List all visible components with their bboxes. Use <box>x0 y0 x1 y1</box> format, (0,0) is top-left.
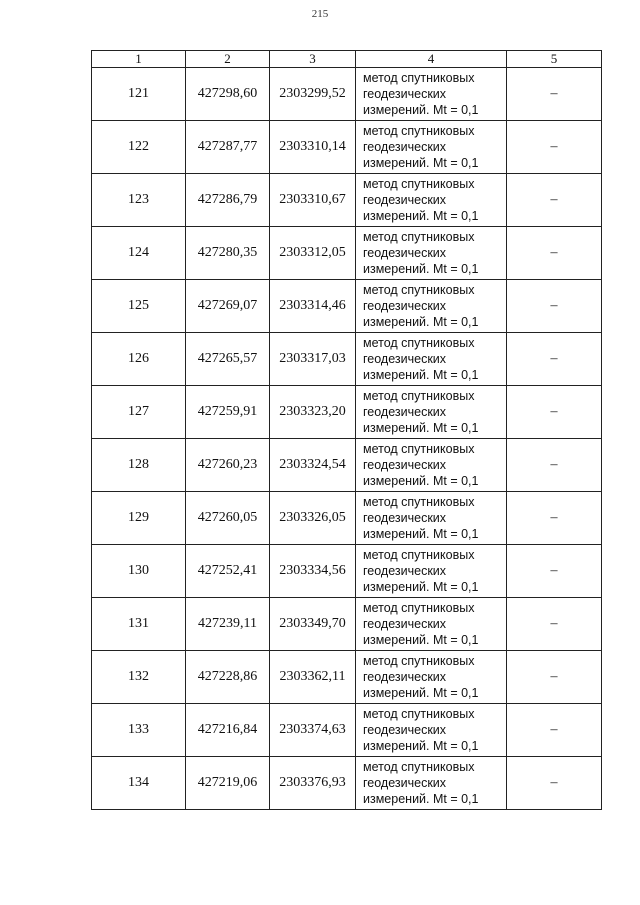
table-row <box>92 174 602 227</box>
method-cell: метод спутниковых геодезических измерений. Mt = 0,1 <box>356 68 507 121</box>
table-row <box>92 121 602 174</box>
note-cell: – <box>507 386 602 439</box>
header-col-1: 1 <box>92 51 186 68</box>
note-cell: – <box>507 704 602 757</box>
note-cell: – <box>507 121 602 174</box>
x-coordinate-cell: 427252,41 <box>186 545 270 598</box>
table-body <box>92 68 602 810</box>
x-coordinate-cell: 427286,79 <box>186 174 270 227</box>
note-cell: – <box>507 651 602 704</box>
method-cell: метод спутниковых геодезических измерений. Mt = 0,1 <box>356 439 507 492</box>
y-coordinate-cell: 2303312,05 <box>270 227 356 280</box>
note-cell: – <box>507 492 602 545</box>
x-coordinate-cell: 427260,05 <box>186 492 270 545</box>
y-coordinate-cell: 2303334,56 <box>270 545 356 598</box>
point-number-cell: 134 <box>92 757 186 810</box>
method-cell: метод спутниковых геодезических измерений. Mt = 0,1 <box>356 757 507 810</box>
y-coordinate-cell: 2303349,70 <box>270 598 356 651</box>
point-number-cell: 122 <box>92 121 186 174</box>
note-cell: – <box>507 333 602 386</box>
table-row <box>92 280 602 333</box>
note-cell: – <box>507 545 602 598</box>
method-cell: метод спутниковых геодезических измерений. Mt = 0,1 <box>356 598 507 651</box>
y-coordinate-cell: 2303314,46 <box>270 280 356 333</box>
coordinates-table <box>91 50 602 810</box>
x-coordinate-cell: 427216,84 <box>186 704 270 757</box>
method-cell: метод спутниковых геодезических измерений. Mt = 0,1 <box>356 492 507 545</box>
point-number-cell: 133 <box>92 704 186 757</box>
y-coordinate-cell: 2303324,54 <box>270 439 356 492</box>
method-cell: метод спутниковых геодезических измерений. Mt = 0,1 <box>356 386 507 439</box>
table-row <box>92 227 602 280</box>
header-col-3: 3 <box>270 51 356 68</box>
x-coordinate-cell: 427298,60 <box>186 68 270 121</box>
x-coordinate-cell: 427269,07 <box>186 280 270 333</box>
y-coordinate-cell: 2303310,14 <box>270 121 356 174</box>
table-row <box>92 545 602 598</box>
header-col-5: 5 <box>507 51 602 68</box>
table-header <box>92 51 602 68</box>
note-cell: – <box>507 280 602 333</box>
point-number-cell: 123 <box>92 174 186 227</box>
method-cell: метод спутниковых геодезических измерений. Mt = 0,1 <box>356 280 507 333</box>
table-row <box>92 757 602 810</box>
note-cell: – <box>507 757 602 810</box>
note-cell: – <box>507 227 602 280</box>
method-cell: метод спутниковых геодезических измерений. Mt = 0,1 <box>356 704 507 757</box>
y-coordinate-cell: 2303317,03 <box>270 333 356 386</box>
note-cell: – <box>507 68 602 121</box>
x-coordinate-cell: 427260,23 <box>186 439 270 492</box>
y-coordinate-cell: 2303323,20 <box>270 386 356 439</box>
header-row <box>92 51 602 68</box>
note-cell: – <box>507 439 602 492</box>
point-number-cell: 132 <box>92 651 186 704</box>
header-col-2: 2 <box>186 51 270 68</box>
x-coordinate-cell: 427265,57 <box>186 333 270 386</box>
table-row <box>92 386 602 439</box>
method-cell: метод спутниковых геодезических измерений. Mt = 0,1 <box>356 333 507 386</box>
x-coordinate-cell: 427219,06 <box>186 757 270 810</box>
y-coordinate-cell: 2303374,63 <box>270 704 356 757</box>
point-number-cell: 126 <box>92 333 186 386</box>
table-row <box>92 439 602 492</box>
x-coordinate-cell: 427239,11 <box>186 598 270 651</box>
method-cell: метод спутниковых геодезических измерений. Mt = 0,1 <box>356 121 507 174</box>
y-coordinate-cell: 2303299,52 <box>270 68 356 121</box>
x-coordinate-cell: 427280,35 <box>186 227 270 280</box>
point-number-cell: 121 <box>92 68 186 121</box>
y-coordinate-cell: 2303362,11 <box>270 651 356 704</box>
table-row <box>92 333 602 386</box>
table-row <box>92 651 602 704</box>
point-number-cell: 131 <box>92 598 186 651</box>
table-row <box>92 598 602 651</box>
method-cell: метод спутниковых геодезических измерений. Mt = 0,1 <box>356 545 507 598</box>
note-cell: – <box>507 174 602 227</box>
header-col-4: 4 <box>356 51 507 68</box>
point-number-cell: 128 <box>92 439 186 492</box>
table-row <box>92 492 602 545</box>
point-number-cell: 130 <box>92 545 186 598</box>
note-cell: – <box>507 598 602 651</box>
y-coordinate-cell: 2303326,05 <box>270 492 356 545</box>
y-coordinate-cell: 2303376,93 <box>270 757 356 810</box>
page-number: 215 <box>311 8 329 20</box>
point-number-cell: 129 <box>92 492 186 545</box>
x-coordinate-cell: 427287,77 <box>186 121 270 174</box>
y-coordinate-cell: 2303310,67 <box>270 174 356 227</box>
method-cell: метод спутниковых геодезических измерений. Mt = 0,1 <box>356 651 507 704</box>
table-row <box>92 68 602 121</box>
x-coordinate-cell: 427228,86 <box>186 651 270 704</box>
point-number-cell: 125 <box>92 280 186 333</box>
table-row <box>92 704 602 757</box>
point-number-cell: 127 <box>92 386 186 439</box>
point-number-cell: 124 <box>92 227 186 280</box>
x-coordinate-cell: 427259,91 <box>186 386 270 439</box>
method-cell: метод спутниковых геодезических измерений. Mt = 0,1 <box>356 174 507 227</box>
method-cell: метод спутниковых геодезических измерений. Mt = 0,1 <box>356 227 507 280</box>
